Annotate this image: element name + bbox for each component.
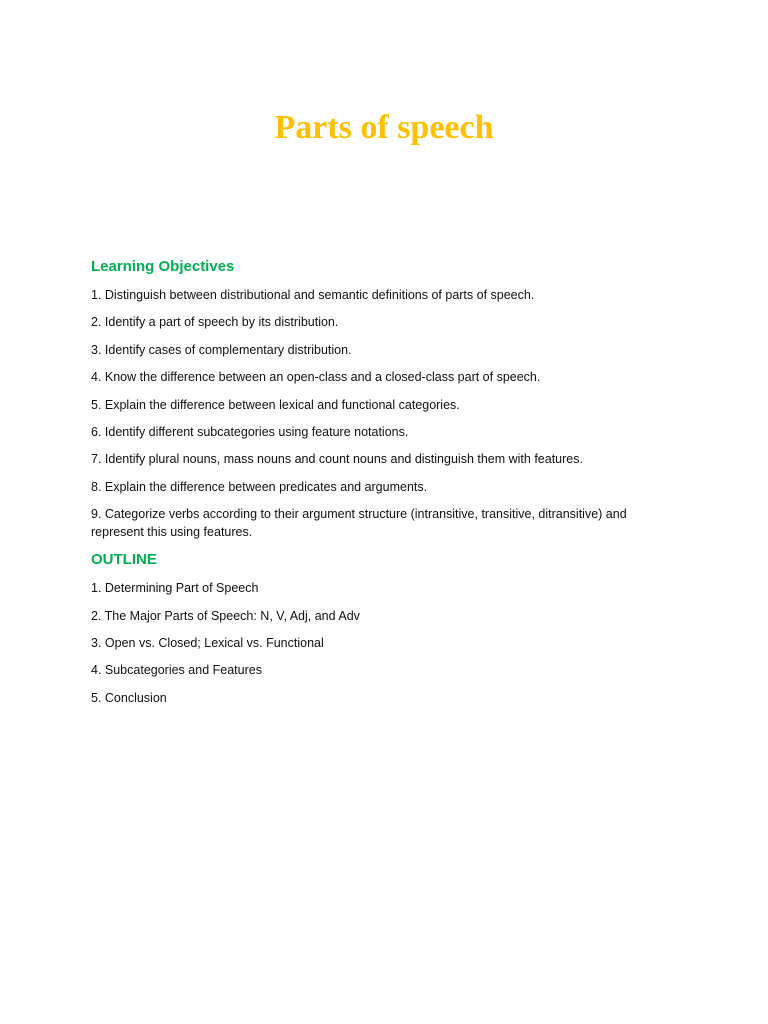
list-item: 4. Know the difference between an open-class and a closed-class part of speech.: [91, 370, 541, 385]
list-item: 5. Explain the difference between lexical and functional categories.: [91, 397, 460, 412]
list-item: 3. Open vs. Closed; Lexical vs. Functional: [91, 635, 324, 650]
document-title: Parts of speech: [274, 108, 494, 146]
learning-objectives-heading: Learning Objectives: [91, 258, 235, 275]
list-item: 1. Determining Part of Speech: [91, 581, 259, 596]
outline-heading: OUTLINE: [91, 551, 157, 569]
list-item: 3. Identify cases of complementary distribution.: [91, 342, 352, 357]
list-item: 5. Conclusion: [91, 690, 167, 705]
outline-list: [91, 579, 681, 707]
outline-section: [91, 549, 681, 707]
document-body: [91, 256, 681, 707]
learning-objectives-list: [91, 286, 681, 541]
list-item: 7. Identify plural nouns, mass nouns and count nouns and distinguish them with features.: [91, 452, 583, 467]
learning-objectives-section: [91, 256, 681, 541]
list-item: 9. Categorize verbs according to their argument structure (intransitive, transitive, ditransitive) and represent this using features.: [91, 507, 627, 540]
list-item: 6. Identify different subcategories using feature notations.: [91, 424, 409, 439]
list-item: 2. The Major Parts of Speech: N, V, Adj, and Adv: [91, 608, 360, 623]
list-item: 4. Subcategories and Features: [91, 663, 262, 678]
list-item: 1. Distinguish between distributional and semantic definitions of parts of speech.: [91, 288, 535, 302]
list-item: 2. Identify a part of speech by its distribution.: [91, 315, 339, 330]
list-item: 8. Explain the difference between predicates and arguments.: [91, 479, 428, 494]
